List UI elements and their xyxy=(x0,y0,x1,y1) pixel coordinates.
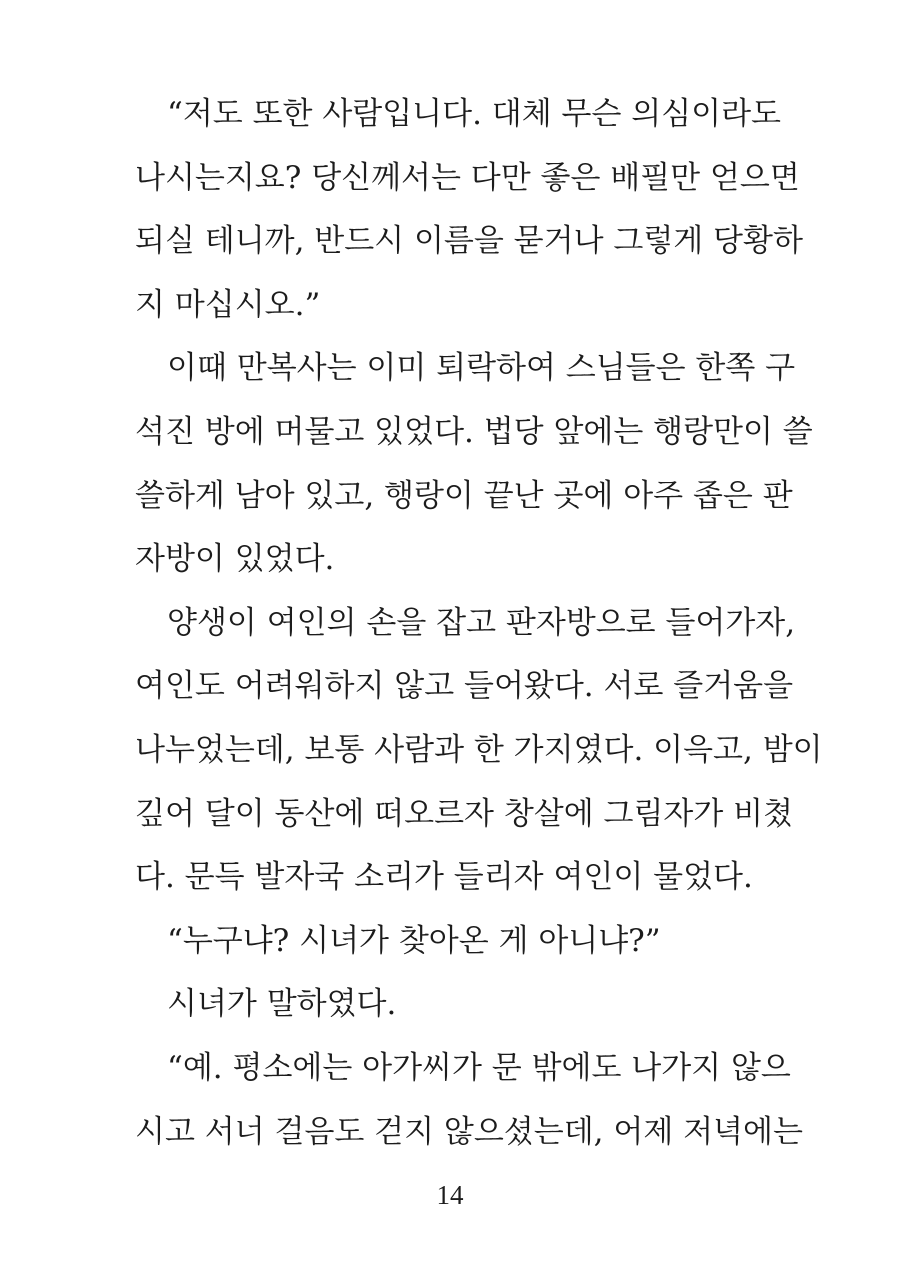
body-text xyxy=(135,83,823,1164)
text-line-9: 양생이 여인의 손을 잡고 판자방으로 들어가자, xyxy=(167,604,796,641)
text-line-14: “누구냐? 시녀가 찾아온 게 아니냐?” xyxy=(167,922,661,959)
text-line-16: “예. 평소에는 아가씨가 문 밖에도 나가지 않으 xyxy=(167,1049,791,1086)
text-line-4: 지 마십시오.” xyxy=(135,286,321,323)
text-line-12: 깊어 달이 동산에 떠오르자 창살에 그림자가 비쳤 xyxy=(135,795,794,832)
text-line-11: 나누었는데, 보통 사람과 한 가지였다. 이윽고, 밤이 xyxy=(135,731,823,768)
text-line-17: 시고 서너 걸음도 걷지 않으셨는데, 어제 저녁에는 xyxy=(135,1113,803,1150)
text-line-10: 여인도 어려워하지 않고 들어왔다. 서로 즐거움을 xyxy=(135,668,794,705)
text-line-7: 쓸하게 남아 있고, 행랑이 끝난 곳에 아주 좁은 판 xyxy=(135,477,793,514)
text-line-6: 석진 방에 머물고 있었다. 법당 앞에는 행랑만이 쓸 xyxy=(135,413,813,450)
text-line-3: 되실 테니까, 반드시 이름을 묻거나 그렇게 당황하 xyxy=(135,223,803,260)
text-line-13: 다. 문득 발자국 소리가 들리자 여인이 물었다. xyxy=(135,859,753,896)
text-line-5: 이때 만복사는 이미 퇴락하여 스님들은 한쪽 구 xyxy=(167,350,796,387)
page-number: 14 xyxy=(436,1180,464,1210)
text-line-2: 나시는지요? 당신께서는 다만 좋은 배필만 얻으면 xyxy=(135,159,800,196)
text-line-8: 자방이 있었다. xyxy=(135,541,335,578)
text-line-15: 시녀가 말하였다. xyxy=(167,986,397,1023)
text-line-1: “저도 또한 사람입니다. 대체 무슨 의심이라도 xyxy=(167,96,781,132)
